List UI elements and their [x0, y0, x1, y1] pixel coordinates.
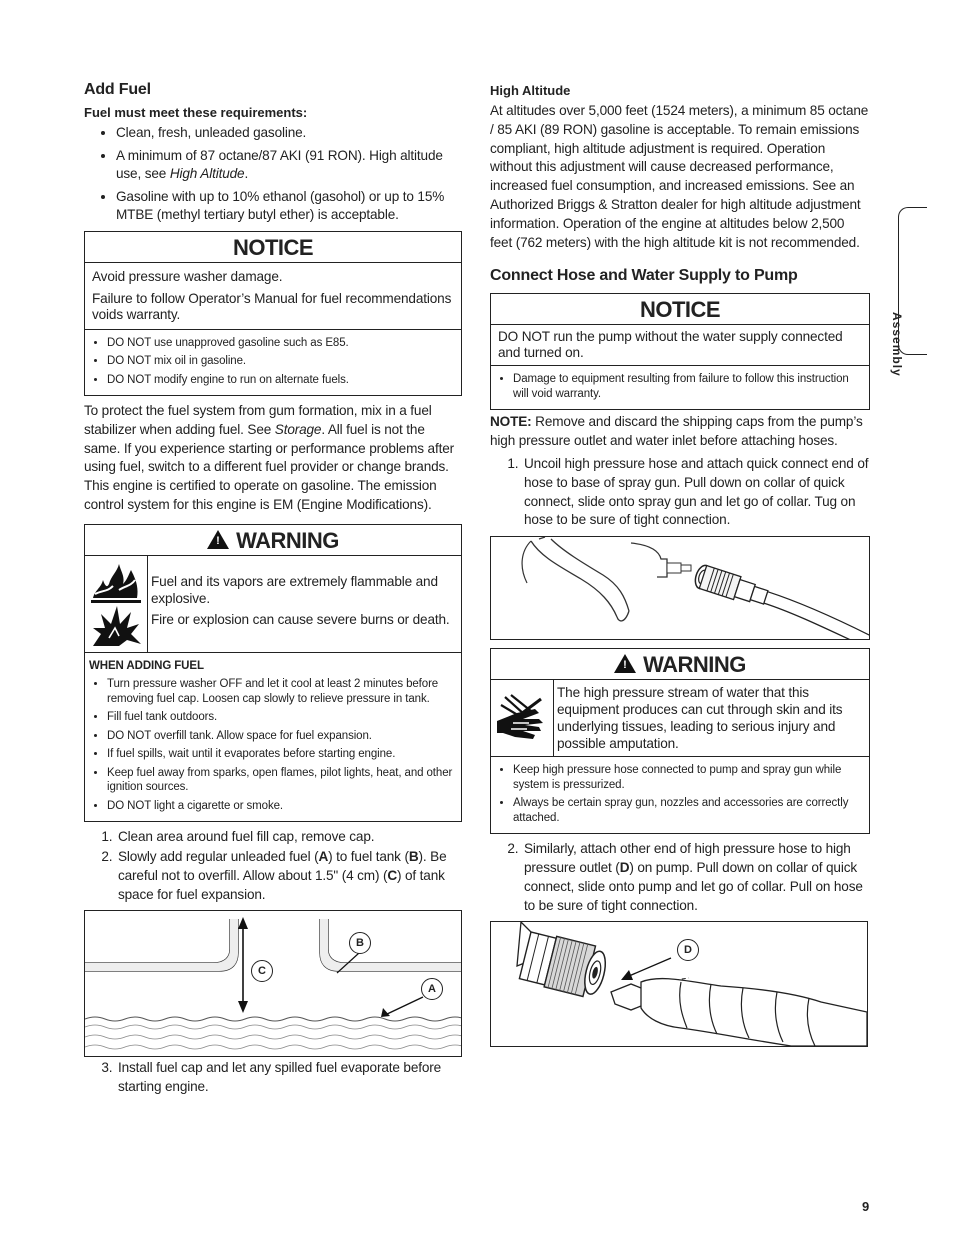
list-item: • DO NOT light a cigarette or smoke.	[107, 799, 454, 814]
warning-box	[490, 648, 870, 834]
step-item: 1. Uncoil high pressure hose and attach quick connect end of hose to base of spray gun. Pull down on collar of quick connect, slide onto spray gun and let go of collar. Tug on hose to be sure of tight connection.	[522, 455, 870, 530]
high-altitude-paragraph: At altitudes over 5,000 feet (1524 meters), a minimum 85 octane / 85 AKI (89 RON) gasoline is acceptable. To remain emissions compliant, high altitude adjustment is required. Operation without this adjustment will cause decreased performance, increased fuel consumption, and increased emissions. See an Authorized Briggs & Stratton dealer for high altitude adjustment information. Operation of the engine at altitudes below 2,500 feet (762 meters) with the high altitude kit is not recommended.	[490, 103, 869, 250]
hose-steps-continued	[490, 840, 870, 915]
fuel-steps	[84, 828, 462, 904]
fuel-tank-illustration	[85, 911, 462, 1056]
high-altitude-heading: High Altitude	[490, 83, 571, 98]
notice-items	[85, 330, 461, 396]
list-item: • If fuel spills, wait until it evaporates before starting engine.	[107, 747, 454, 762]
note-paragraph: NOTE: Remove and discard the shipping caps from the pump’s high pressure outlet and water inlet before attaching hoses.	[490, 414, 863, 449]
warning-title: WARNING	[643, 652, 746, 678]
list-item: • Gasoline with up to 10% ethanol (gasohol) or up to 15% MTBE (methyl tertiary butyl ether) is acceptable.	[116, 188, 462, 225]
notice-box	[84, 231, 462, 397]
hazard-line: The high pressure stream of water that this equipment produces can cut through skin and its underlying tissues, leading to serious injury and possible amputation.	[557, 685, 843, 752]
pump-outlet-figure	[490, 921, 868, 1047]
warning-triangle-icon: !	[207, 530, 229, 549]
list-item: • Damage to equipment resulting from failure to follow this instruction will void warranty.	[513, 372, 862, 401]
step-item: 2. Slowly add regular unleaded fuel (A) to fuel tank (B). Be careful not to overfill. Allow about 1.5" (4 cm) (C) of tank space for fuel expansion.	[116, 848, 462, 904]
connect-hose-heading: Connect Hose and Water Supply to Pump	[490, 267, 798, 285]
spray-gun-hose-illustration	[491, 537, 869, 639]
hazard-icons	[85, 556, 148, 652]
warning-header	[491, 649, 869, 680]
callout-b: B	[349, 932, 371, 954]
callout-a: A	[421, 978, 443, 1000]
stabilizer-paragraph: To protect the fuel system from gum formation, mix in a fuel stabilizer when adding fuel. See Storage. All fuel is not the same. If you experience starting or performance problems after using fuel, switch to a different fuel provider or change brands. This engine is certified to operate on gasoline. The emission control system for this engine is EM (Engine Modifications).	[84, 403, 454, 512]
list-item: • Fill fuel tank outdoors.	[107, 710, 454, 725]
callout-c: C	[251, 960, 273, 982]
list-item: • DO NOT mix oil in gasoline.	[107, 354, 454, 369]
list-item: • DO NOT overfill tank. Allow space for fuel expansion.	[107, 729, 454, 744]
warning-items	[491, 757, 869, 833]
step-item: 2. Similarly, attach other end of high pressure hose to high pressure outlet (D) on pump. Pull down on collar of quick connect, slide onto pump and let go of collar. Pull on hose to be sure of tight connection.	[522, 840, 870, 915]
warning-subhead: WHEN ADDING FUEL	[89, 659, 204, 672]
notice-body	[85, 263, 461, 330]
list-item: • Keep fuel away from sparks, open flames, pilot lights, heat, and other ignition sources.	[107, 766, 454, 795]
warning-items	[85, 653, 461, 822]
flame-icon	[89, 560, 143, 604]
hazard-icons	[491, 680, 554, 756]
page-number: 9	[862, 1199, 870, 1214]
list-item: • Turn pressure washer OFF and let it cool at least 2 minutes before removing fuel cap. Loosen cap slowly to relieve pressure in tank.	[107, 677, 454, 706]
list-item: • DO NOT modify engine to run on alternate fuels.	[107, 373, 454, 388]
section-tab-label: Assembly	[890, 312, 904, 377]
hazard-line: Fire or explosion can cause severe burns or death.	[151, 611, 450, 627]
hazard-row	[85, 556, 461, 653]
warning-title: WARNING	[236, 527, 339, 553]
hazard-line: Fuel and its vapors are extremely flammable and explosive.	[151, 573, 438, 606]
high-altitude-link[interactable]: High Altitude	[169, 166, 245, 181]
warning-header	[85, 525, 461, 556]
warning-triangle-icon: !	[614, 654, 636, 673]
notice-box	[490, 293, 870, 410]
warning-box	[84, 524, 462, 823]
hazard-row	[491, 680, 869, 757]
fuel-requirements-subheading: Fuel must meet these requirements:	[84, 105, 308, 120]
callout-d: D	[677, 939, 699, 961]
list-item: • Clean, fresh, unleaded gasoline.	[116, 124, 462, 143]
list-item: • DO NOT use unapproved gasoline such as E85.	[107, 336, 454, 351]
step-item: 3. Install fuel cap and let any spilled fuel evaporate before starting engine.	[116, 1059, 462, 1097]
fuel-requirements-list	[84, 124, 462, 225]
hazard-text	[148, 556, 461, 652]
hazard-text	[554, 680, 869, 756]
storage-link[interactable]: Storage	[274, 421, 322, 437]
fuel-tank-figure	[84, 910, 462, 1057]
right-column	[490, 80, 870, 1047]
notice-line: Avoid pressure washer damage.	[92, 268, 283, 284]
hose-steps	[490, 455, 870, 530]
notice-line: Failure to follow Operator’s Manual for fuel recommendations voids warranty.	[92, 290, 452, 322]
spray-gun-figure	[490, 536, 870, 640]
left-column	[84, 80, 462, 1098]
step-item: 1. Clean area around fuel fill cap, remove cap.	[116, 828, 462, 847]
notice-title: NOTICE	[85, 232, 461, 263]
list-item: • Always be certain spray gun, nozzles and accessories are correctly attached.	[513, 796, 862, 825]
explosion-icon	[89, 604, 143, 648]
notice-items	[491, 366, 869, 409]
add-fuel-heading: Add Fuel	[84, 81, 151, 98]
list-item: • A minimum of 87 octane/87 AKI (91 RON). High altitude use, see High Altitude.	[116, 147, 462, 184]
notice-line: DO NOT run the pump without the water supply connected and turned on.	[498, 329, 843, 361]
hand-injection-icon	[495, 693, 549, 743]
list-item: • Keep high pressure hose connected to pump and spray gun while system is pressurized.	[513, 763, 862, 792]
section-tab	[890, 207, 927, 377]
notice-title: NOTICE	[491, 294, 869, 325]
notice-body	[491, 325, 869, 366]
fuel-steps-continued	[84, 1059, 462, 1097]
pump-outlet-illustration	[491, 922, 867, 1046]
